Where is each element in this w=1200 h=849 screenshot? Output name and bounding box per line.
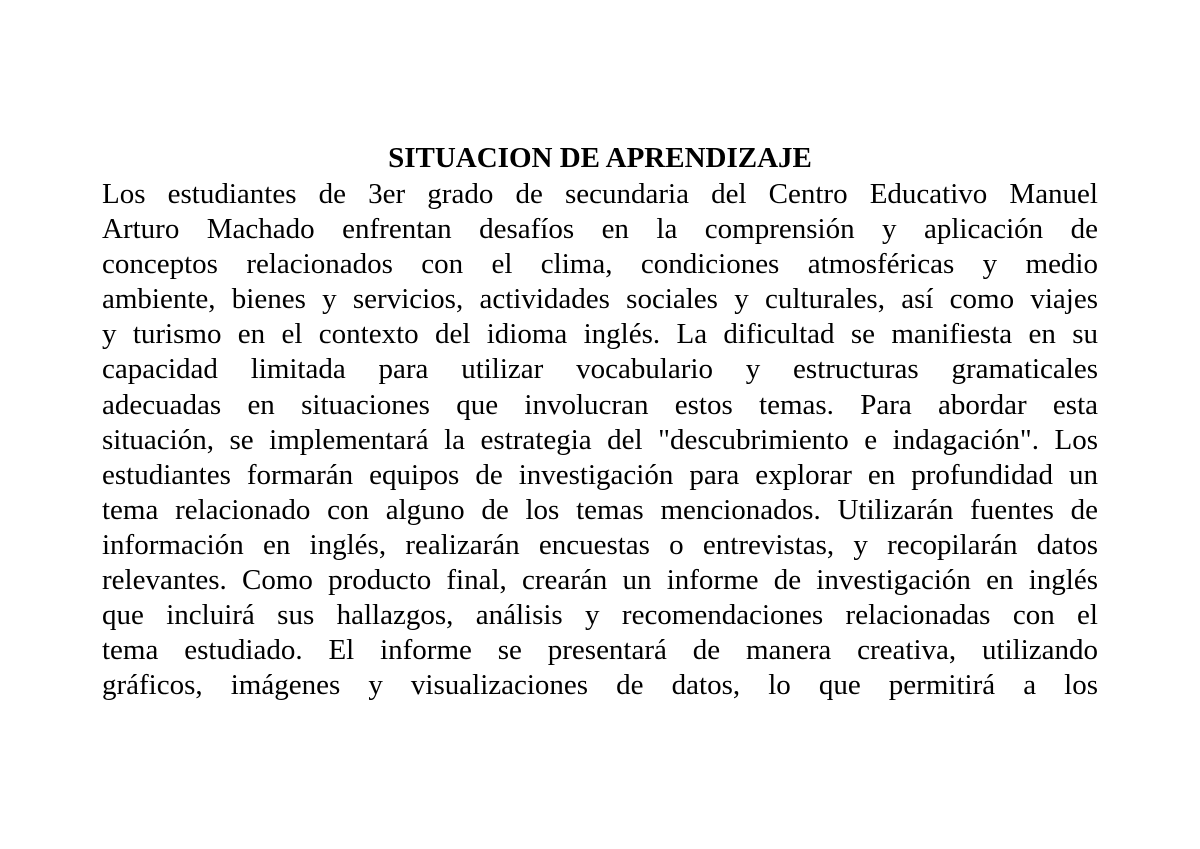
paragraph-line: conceptos relacionados con el clima, condiciones atmosféricas y medio bbox=[102, 248, 1098, 281]
paragraph-line: estudiantes formarán equipos de investigación para explorar en profundidad un bbox=[102, 458, 1098, 491]
paragraph-line: adecuadas en situaciones que involucran estos temas. Para abordar esta bbox=[102, 388, 1098, 421]
paragraph-line: información en inglés, realizarán encuestas o entrevistas, y recopilarán datos bbox=[102, 528, 1098, 561]
paragraph-line: Los estudiantes de 3er grado de secundaria del Centro Educativo Manuel bbox=[102, 178, 1098, 210]
paragraph-line: ambiente, bienes y servicios, actividades sociales y culturales, así como viajes bbox=[102, 283, 1098, 316]
document-content bbox=[102, 140, 1098, 703]
paragraph-line: tema relacionado con alguno de los temas mencionados. Utilizarán fuentes de bbox=[102, 493, 1098, 526]
paragraph-line: gráficos, imágenes y visualizaciones de datos, lo que permitirá a los bbox=[102, 669, 1098, 702]
paragraph-line: capacidad limitada para utilizar vocabulario y estructuras gramaticales bbox=[102, 353, 1098, 386]
paragraph-line: situación, se implementará la estrategia del "descubrimiento e indagación". Los bbox=[102, 423, 1098, 456]
paragraph-line: que incluirá sus hallazgos, análisis y recomendaciones relacionadas con el bbox=[102, 599, 1098, 632]
paragraph-line: tema estudiado. El informe se presentará de manera creativa, utilizando bbox=[102, 634, 1098, 667]
document-title: SITUACION DE APRENDIZAJE bbox=[388, 142, 812, 174]
paragraph-line: Arturo Machado enfrentan desafíos en la comprensión y aplicación de bbox=[102, 213, 1098, 246]
paragraph-line: y turismo en el contexto del idioma inglés. La dificultad se manifiesta en su bbox=[102, 318, 1098, 351]
paragraph-line: relevantes. Como producto final, crearán un informe de investigación en inglés bbox=[102, 564, 1098, 597]
paragraph bbox=[102, 177, 1098, 703]
